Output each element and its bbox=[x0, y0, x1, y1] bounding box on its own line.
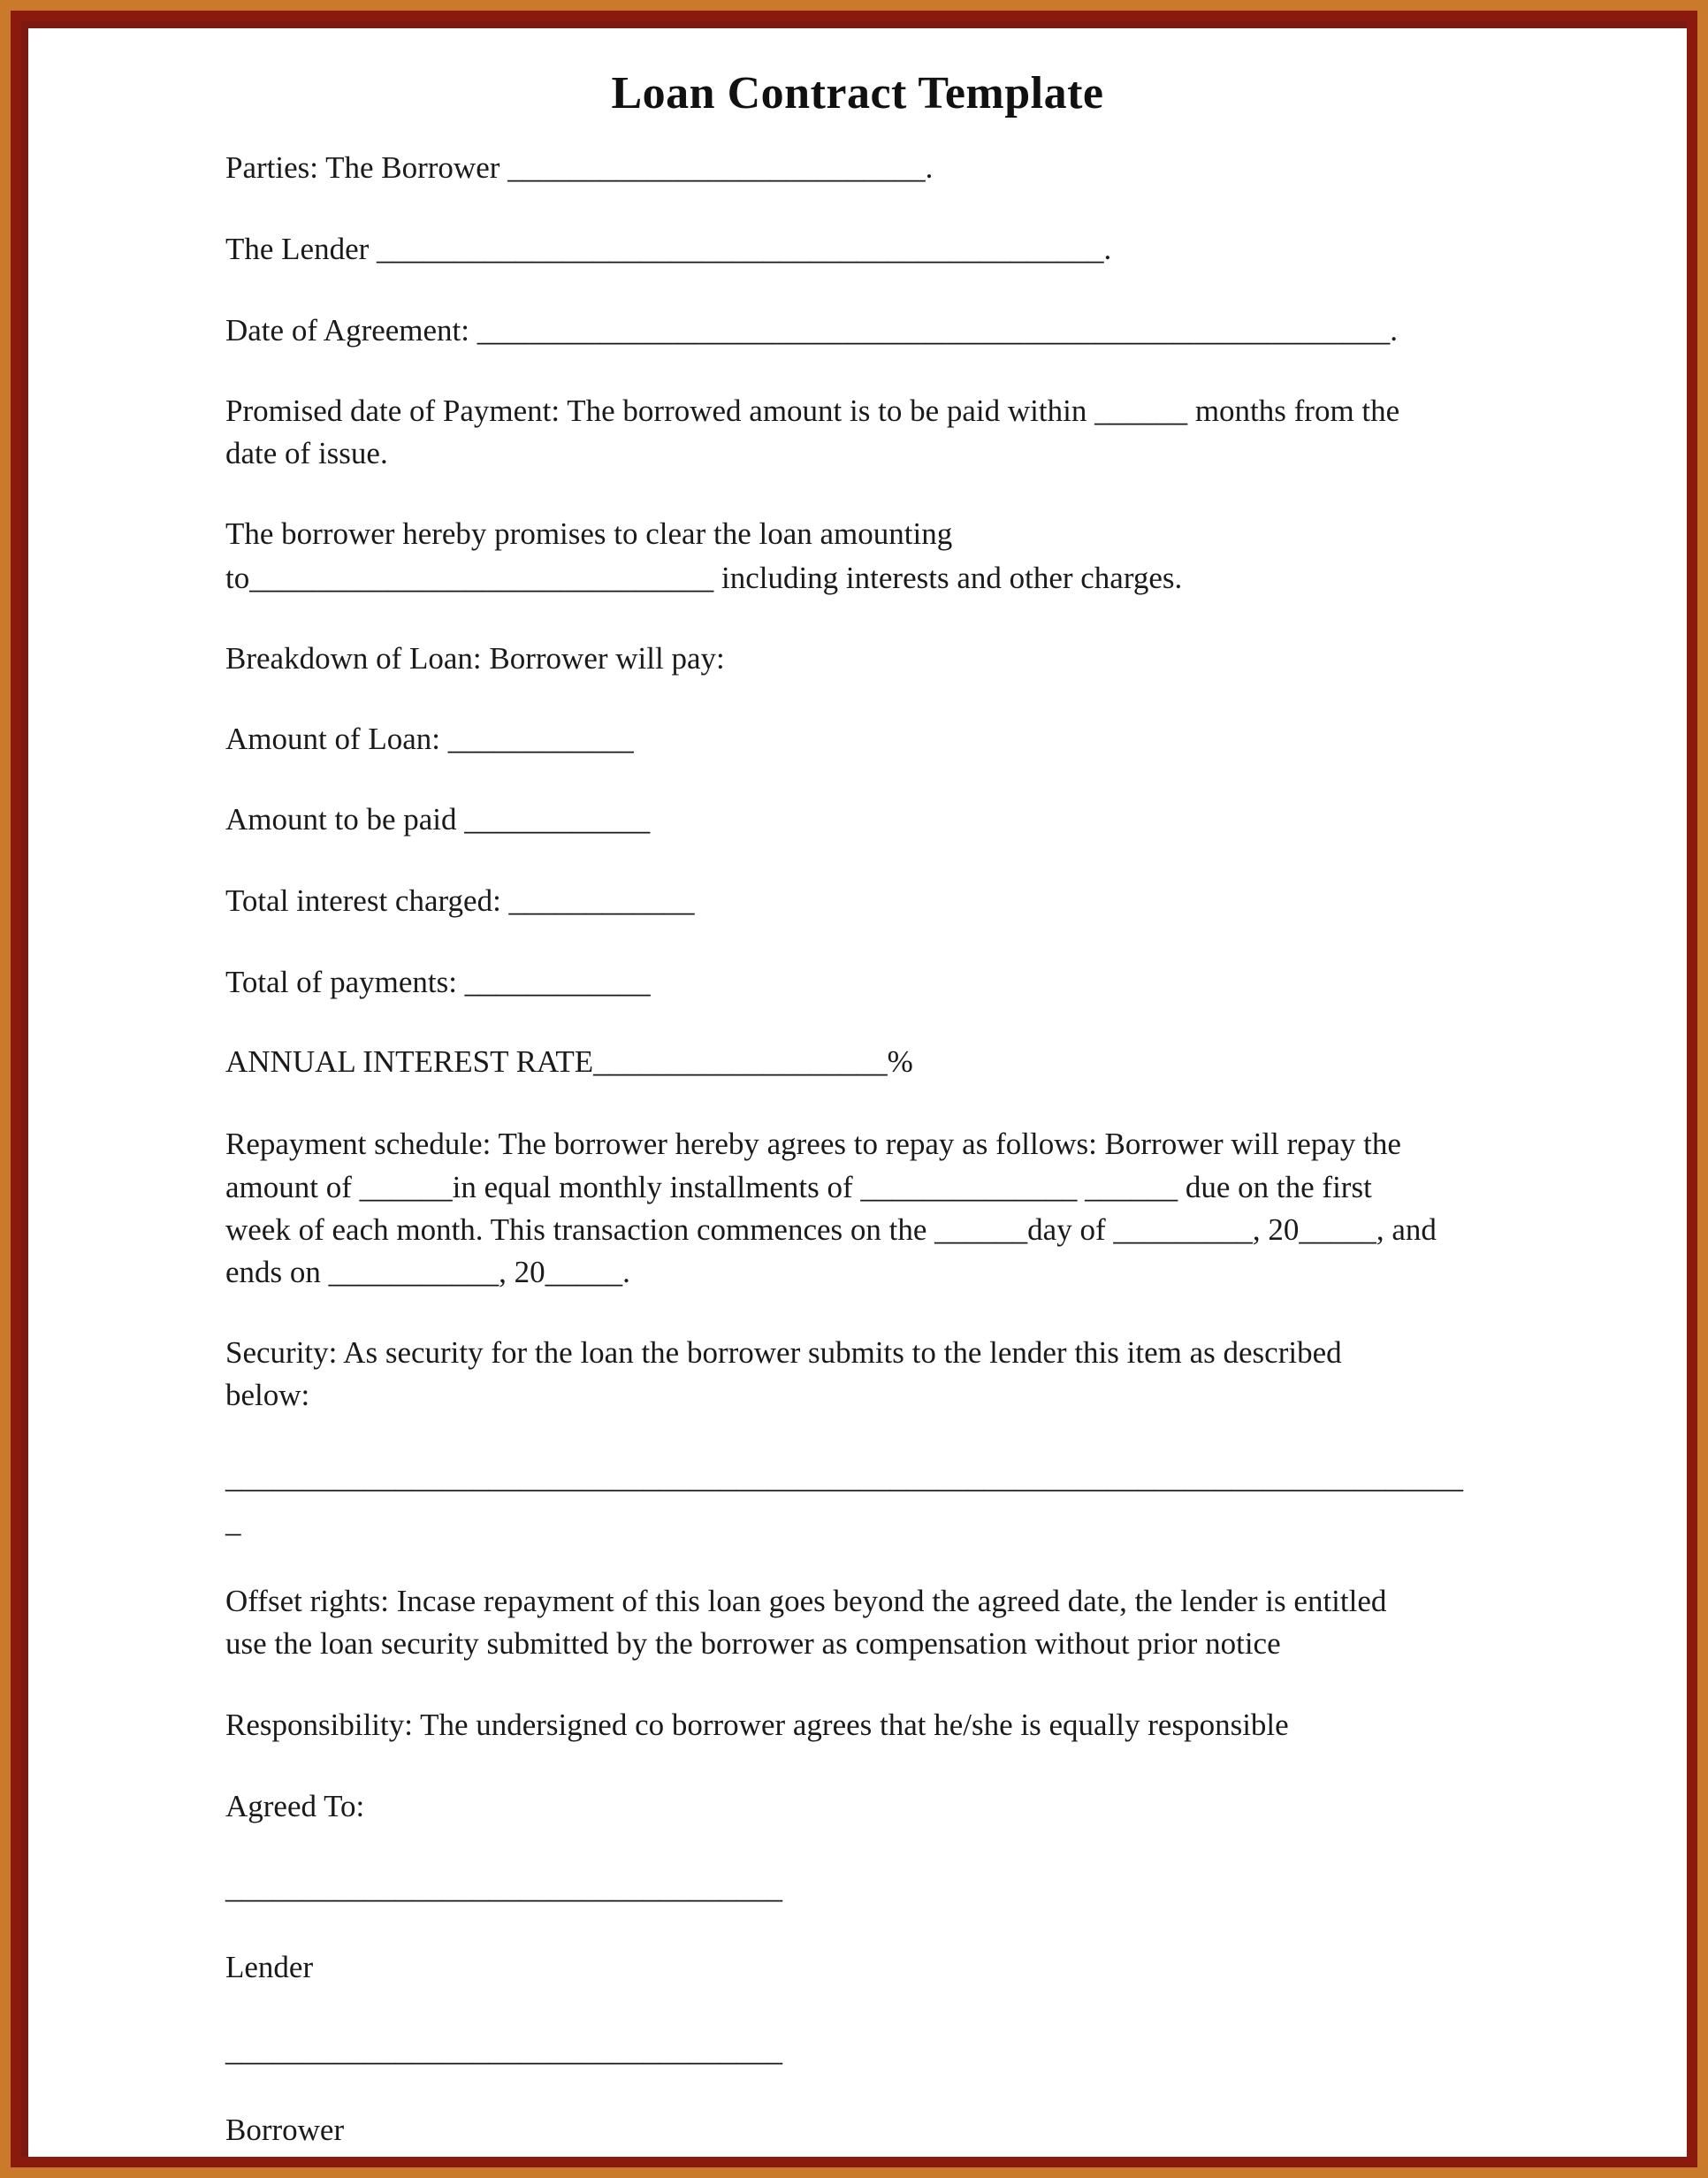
annual-interest-rate-line: ANNUAL INTEREST RATE___________________% bbox=[225, 1044, 913, 1079]
parties-borrower-line: Parties: The Borrower ___________________________. bbox=[225, 150, 934, 185]
agreed-to-label: Agreed To: bbox=[225, 1789, 365, 1823]
responsibility-line: Responsibility: The undersigned co borrower agrees that he/she is equally responsible bbox=[225, 1708, 1289, 1742]
security-description-blank: ________________________________________________________________________________ bbox=[225, 1460, 1463, 1494]
borrower-signature-label: Borrower bbox=[225, 2113, 345, 2147]
offset-rights-line-2: use the loan security submitted by the borrower as compensation without prior notice bbox=[225, 1626, 1281, 1661]
amount-to-be-paid-line: Amount to be paid ____________ bbox=[225, 802, 651, 837]
promise-clause-line-2: to______________________________ including interests and other charges. bbox=[225, 561, 1183, 595]
borrower-signature-blank: ____________________________________ bbox=[225, 2033, 782, 2067]
repayment-schedule-line-1: Repayment schedule: The borrower hereby agrees to repay as follows: Borrower will repay the bbox=[225, 1127, 1401, 1161]
repayment-schedule-line-2: amount of ______in equal monthly installments of ______________ ______ due on the first bbox=[225, 1170, 1372, 1204]
lender-signature-blank: ____________________________________ bbox=[225, 1870, 782, 1905]
document-title: Loan Contract Template bbox=[611, 68, 1104, 118]
promised-date-line-1: Promised date of Payment: The borrowed amount is to be paid within ______ months from the bbox=[225, 394, 1400, 428]
promised-date-line-2: date of issue. bbox=[225, 436, 388, 470]
offset-rights-line-1: Offset rights: Incase repayment of this loan goes beyond the agreed date, the lender is entitled bbox=[225, 1584, 1387, 1618]
amount-of-loan-line: Amount of Loan: ____________ bbox=[225, 722, 634, 756]
total-interest-line: Total interest charged: ____________ bbox=[225, 883, 695, 918]
lender-line: The Lender _______________________________________________. bbox=[225, 232, 1112, 266]
promise-clause-line-1: The borrower hereby promises to clear the loan amounting bbox=[225, 516, 953, 551]
repayment-schedule-line-4: ends on ___________, 20_____. bbox=[225, 1255, 630, 1289]
lender-signature-label: Lender bbox=[225, 1950, 314, 1984]
total-payments-line: Total of payments: ____________ bbox=[225, 965, 651, 999]
date-of-agreement-line: Date of Agreement: ___________________________________________________________. bbox=[225, 313, 1399, 348]
breakdown-heading: Breakdown of Loan: Borrower will pay: bbox=[225, 641, 725, 676]
document-page bbox=[28, 28, 1687, 2157]
security-description-blank-end: _ bbox=[225, 1504, 241, 1539]
security-line-1: Security: As security for the loan the borrower submits to the lender this item as described bbox=[225, 1335, 1342, 1370]
security-line-2: below: bbox=[225, 1378, 310, 1412]
repayment-schedule-line-3: week of each month. This transaction commences on the ______day of _________, 20_____, and bbox=[225, 1212, 1437, 1247]
